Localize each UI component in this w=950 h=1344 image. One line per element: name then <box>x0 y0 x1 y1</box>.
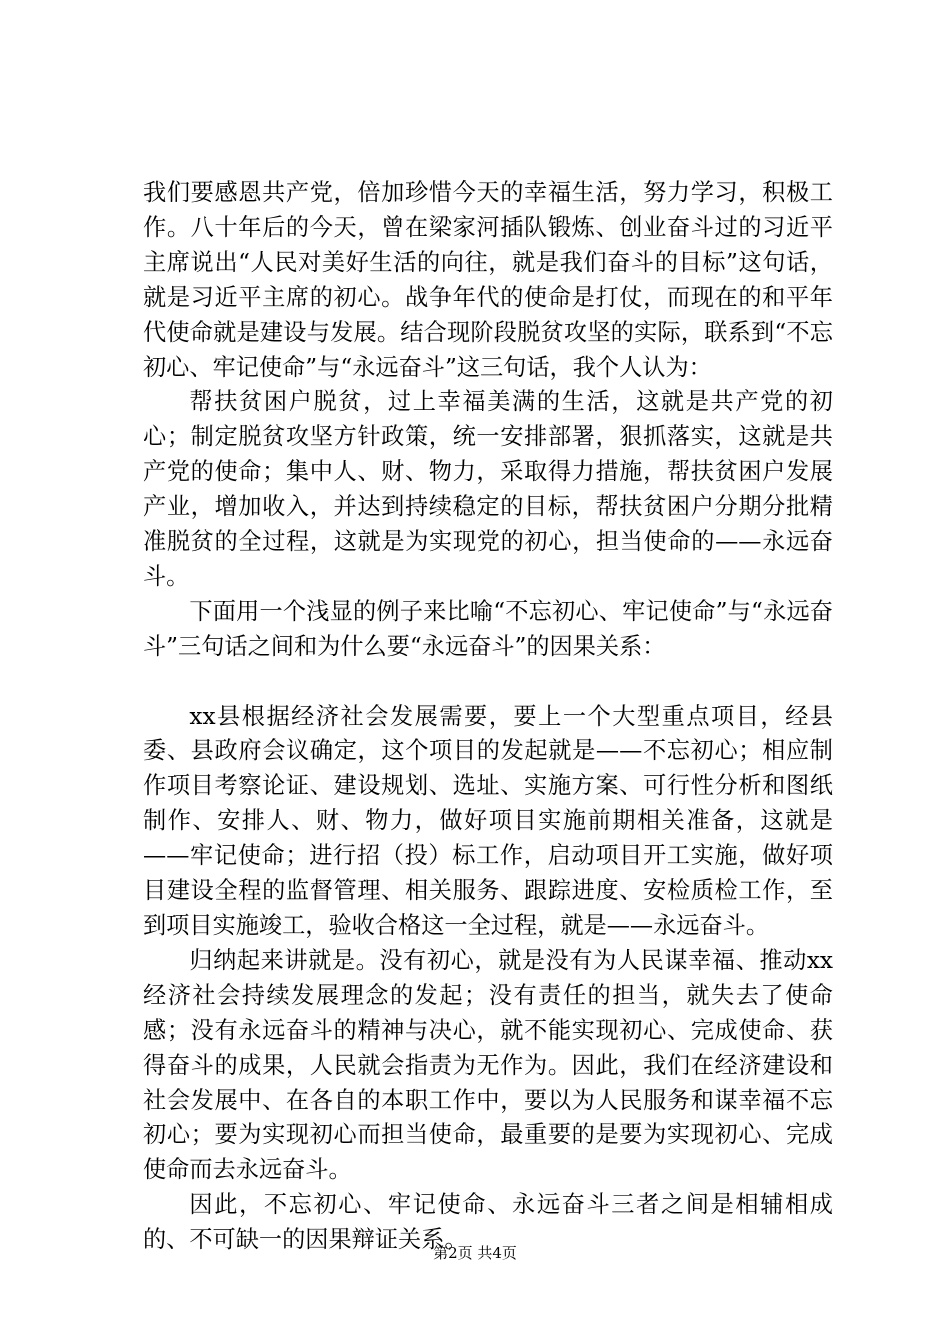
page-footer <box>0 1243 950 1263</box>
paragraph-5: 归纳起来讲就是。没有初心，就是没有为人民谋幸福、推动xx经济社会持续发展理念的发起；没有责任的担当，就失去了使命感；没有永远奋斗的精神与决心，就不能实现初心、完成使命、获得奋斗的成果，人民就会指责为无作为。因此，我们在经济建设和社会发展中、在各自的本职工作中，要以为人民服务和谋幸福不忘初心；要为实现初心而担当使命，最重要的是要为实现初心、完成使命而去永远奋斗。 <box>143 946 833 1184</box>
paragraph-4: xx县根据经济社会发展需要，要上一个大型重点项目，经县委、县政府会议确定，这个项目的发起就是——不忘初心；相应制作项目考察论证、建设规划、选址、实施方案、可行性分析和图纸制作、安排人、财、物力，做好项目实施前期相关准备，这就是——牢记使命；进行招（投）标工作，启动项目开工实施，做好项目建设全程的监督管理、相关服务、跟踪进度、安检质检工作，至到项目实施竣工，验收合格这一全过程，就是——永远奋斗。 <box>143 702 833 940</box>
paragraph-6: 因此，不忘初心、牢记使命、永远奋斗三者之间是相辅相成的、不可缺一的因果辩证关系。 <box>143 1191 833 1254</box>
page-number-label: 第2页 共4页 <box>433 1244 517 1262</box>
paragraph-3: 下面用一个浅显的例子来比喻“不忘初心、牢记使命”与“永远奋斗”三句话之间和为什么要“永远奋斗”的因果关系： <box>143 597 833 660</box>
document-body <box>143 176 833 1258</box>
paragraph-2: 帮扶贫困户脱贫，过上幸福美满的生活，这就是共产党的初心；制定脱贫攻坚方针政策，统一安排部署，狠抓落实，这就是共产党的使命；集中人、财、物力，采取得力措施，帮扶贫困户发展产业，增加收入，并达到持续稳定的目标，帮扶贫困户分期分批精准脱贫的全过程，这就是为实现党的初心，担当使命的——永远奋斗。 <box>143 388 833 590</box>
paragraph-1: 我们要感恩共产党，倍加珍惜今天的幸福生活，努力学习，积极工作。八十年后的今天，曾在梁家河插队锻炼、创业奋斗过的习近平主席说出“人民对美好生活的向往，就是我们奋斗的目标”这句话，就是习近平主席的初心。战争年代的使命是打仗，而现在的和平年代使命就是建设与发展。结合现阶段脱贫攻坚的实际，联系到“不忘初心、牢记使命”与“永远奋斗”这三句话，我个人认为： <box>143 179 833 381</box>
